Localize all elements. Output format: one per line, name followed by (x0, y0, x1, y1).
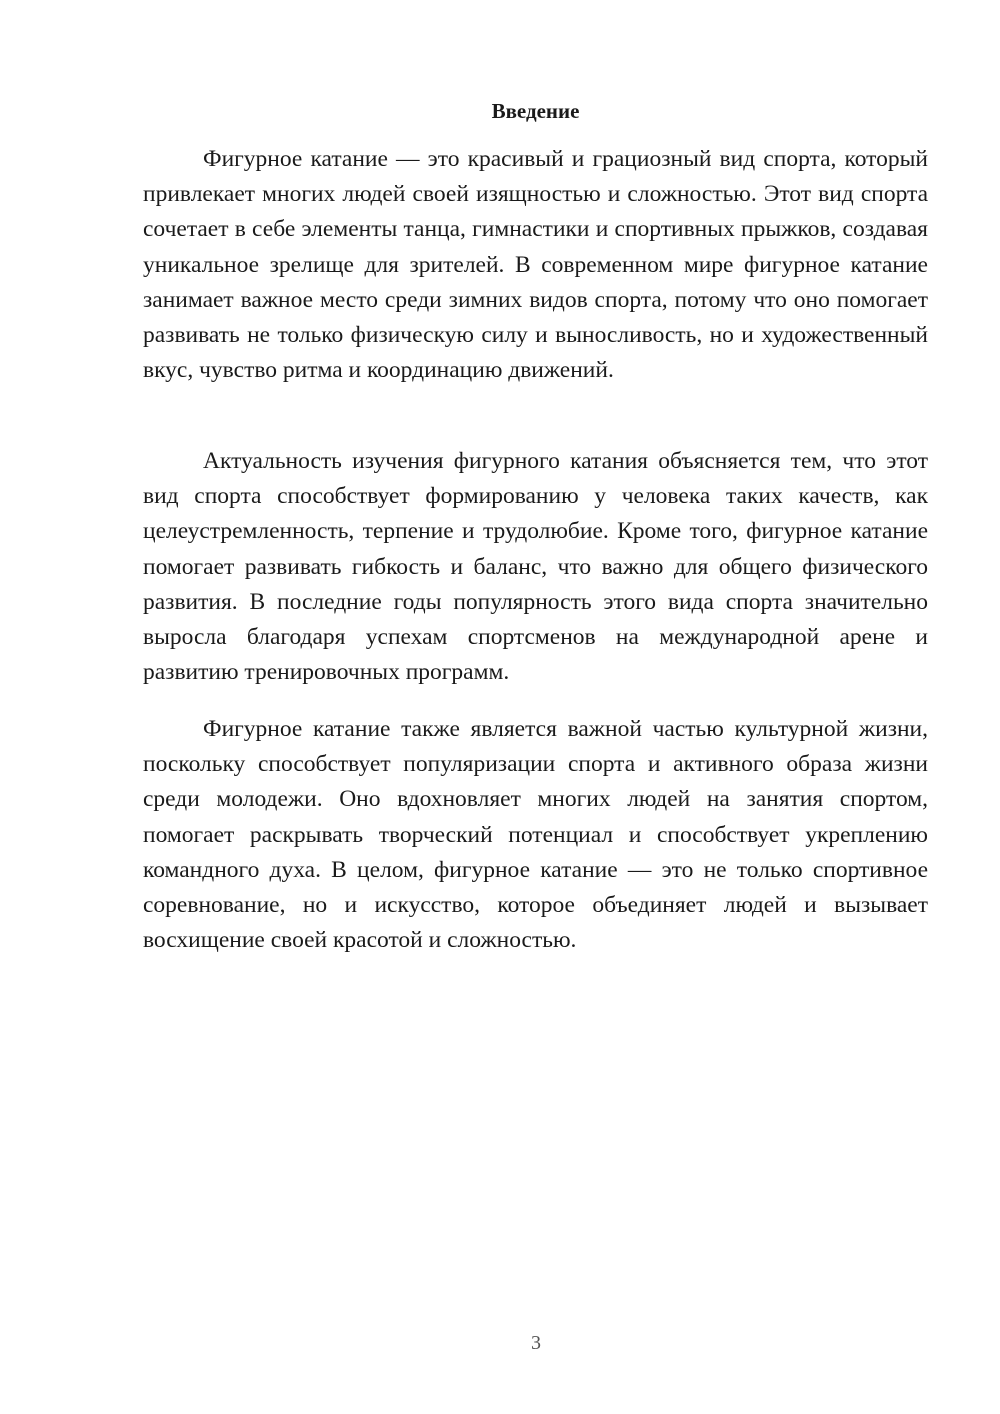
paragraph-cultural-role: Фигурное катание также является важной частью культурной жизни, поскольку способствует популяризации спорта и активного образа жизни среди молодежи. Оно вдохновляет многих людей на занятия спортом, помогает раскрывать творческий потенциал и способствует укреплению командного духа. В целом, фигурное катание — это не только спортивное соревнование, но и искусство, которое объединяет людей и вызывает восхищение своей красотой и сложностью. (143, 716, 928, 954)
page-number: 3 (531, 1332, 541, 1354)
paragraph-introduction: Фигурное катание — это красивый и грациозный вид спорта, который привлекает многих людей своей изящностью и сложностью. Этот вид спорта сочетает в себе элементы танца, гимнастики и спортивных прыжков, создавая уникальное зрелище для зрителей. В современном мире фигурное катание занимает важное место среди зимних видов спорта, потому что оно помогает развивать не только физическую силу и выносливость, но и художественный вкус, чувство ритма и координацию движений. (143, 146, 928, 384)
section-heading: Введение (491, 99, 580, 123)
paragraph-relevance: Актуальность изучения фигурного катания объясняется тем, что этот вид спорта способствует формированию у человека таких качеств, как целеустремленность, терпение и трудолюбие. Кроме того, фигурное катание помогает развивать гибкость и баланс, что важно для общего физического развития. В последние годы популярность этого вида спорта значительно выросла благодаря успехам спортсменов на международной арене и развитию тренировочных программ. (143, 448, 928, 686)
